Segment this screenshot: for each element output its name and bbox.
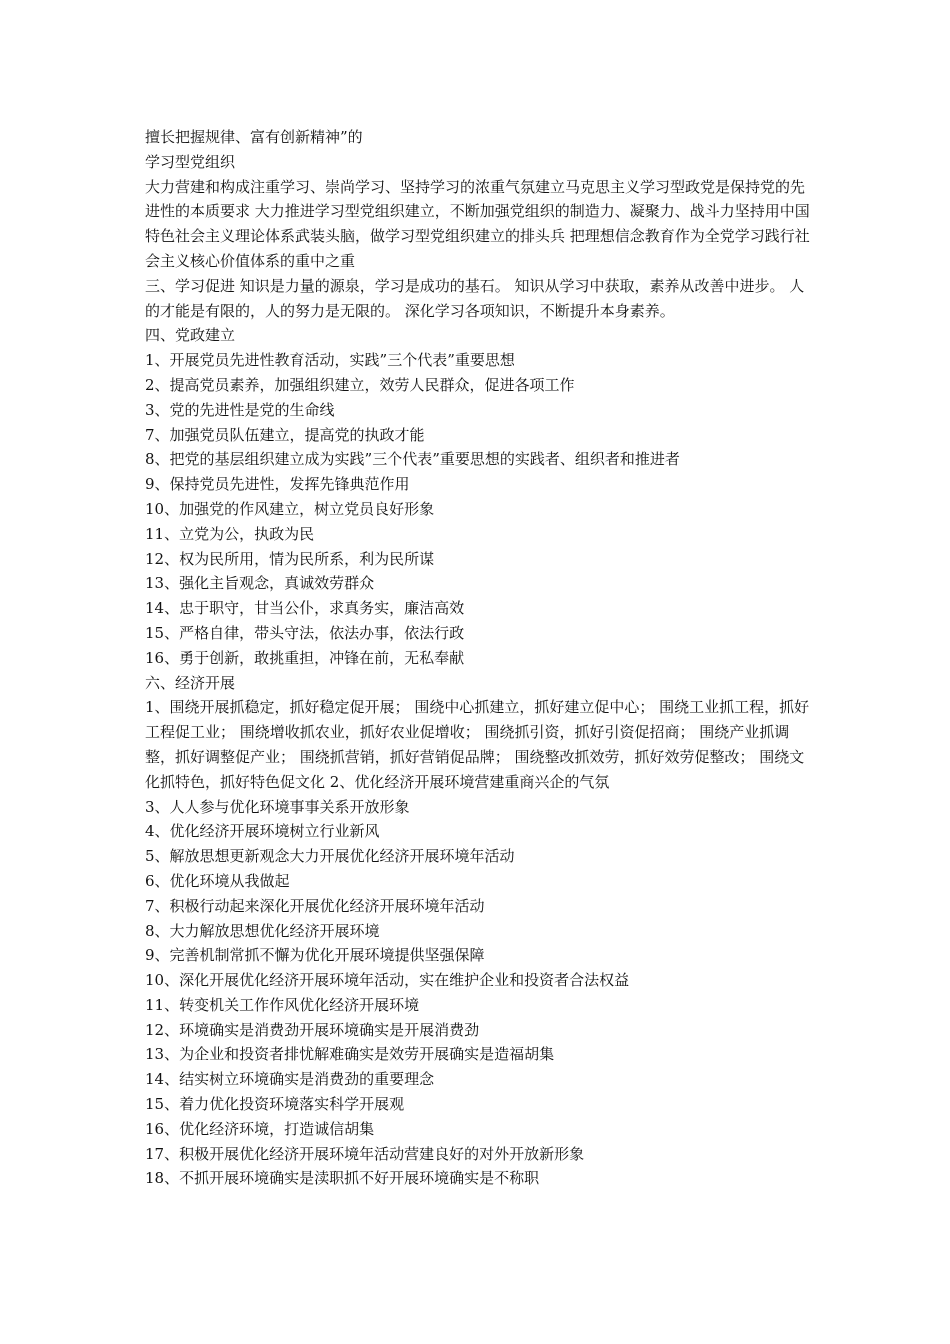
list-item: 4、优化经济开展环境树立行业新风 (145, 822, 380, 841)
text-line: 学习型党组织 (145, 152, 236, 171)
list-item: 3、人人参与优化环境事事关系开放形象 (145, 797, 410, 816)
list-item: 8、大力解放思想优化经济开展环境 (145, 921, 380, 940)
list-item: 10、加强党的作风建立，树立党员良好形象 (145, 499, 435, 518)
list-item: 6、优化环境从我做起 (145, 871, 290, 890)
list-item: 10、深化开展优化经济开展环境年活动，实在维护企业和投资者合法权益 (145, 971, 630, 990)
section-heading: 四、党政建立 (145, 326, 236, 345)
list-item: 15、着力优化投资环境落实科学开展观 (145, 1095, 405, 1114)
list-item: 7、加强党员队伍建立，提高党的执政才能 (145, 425, 425, 444)
list-item: 1、围绕开展抓稳定，抓好稳定促开展； 围绕中心抓建立，抓好建立促中心； 围绕工业抓工程，抓好工程促工业； 围绕增收抓农业，抓好农业促增收； 围绕抓引资，抓好引资促招商； 围绕产业抓调整，抓好调整促产业； 围绕抓营销，抓好营销促品牌； 围绕整改抓效劳，抓好效劳促整改； 围绕文化抓特色，抓好特色促文化 2、优化经济开展环境营建重商兴企的气氛 (145, 698, 810, 791)
list-item: 9、完善机制常抓不懈为优化开展环境提供坚强保障 (145, 946, 485, 965)
list-item: 5、解放思想更新观念大力开展优化经济开展环境年活动 (145, 847, 515, 866)
list-item: 11、转变机关工作作风优化经济开展环境 (145, 995, 420, 1014)
list-item: 17、积极开展优化经济开展环境年活动营建良好的对外开放新形象 (145, 1144, 585, 1163)
section-heading: 六、经济开展 (145, 673, 236, 692)
text-paragraph: 三、学习促进 知识是力量的源泉，学习是成功的基石。 知识从学习中获取，素养从改善中进步。 人的才能是有限的，人的努力是无限的。 深化学习各项知识，不断提升本身素养。 (145, 276, 805, 320)
list-item: 8、把党的基层组织建立成为实践”三个代表”重要思想的实践者、组织者和推进者 (145, 450, 680, 469)
list-item: 1、开展党员先进性教育活动，实践”三个代表”重要思想 (145, 351, 515, 370)
list-item: 16、勇于创新，敢挑重担，冲锋在前，无私奉献 (145, 648, 465, 667)
list-item: 7、积极行动起来深化开展优化经济开展环境年活动 (145, 896, 485, 915)
list-item: 14、结实树立环境确实是消费劲的重要理念 (145, 1070, 435, 1089)
list-item: 12、环境确实是消费劲开展环境确实是开展消费劲 (145, 1020, 480, 1039)
list-item: 3、党的先进性是党的生命线 (145, 400, 335, 419)
list-item: 14、忠于职守，甘当公仆，求真务实，廉洁高效 (145, 599, 465, 618)
list-item: 18、不抓开展环境确实是渎职抓不好开展环境确实是不称职 (145, 1169, 540, 1188)
list-item: 13、为企业和投资者排忧解难确实是效劳开展确实是造福胡集 (145, 1045, 555, 1064)
list-item: 16、优化经济环境，打造诚信胡集 (145, 1119, 375, 1138)
list-item: 13、强化主旨观念，真诚效劳群众 (145, 574, 375, 593)
list-item: 12、权为民所用，情为民所系，利为民所谋 (145, 549, 435, 568)
list-item: 9、保持党员先进性，发挥先锋典范作用 (145, 475, 410, 494)
document-body (145, 125, 815, 1191)
text-line: 擅长把握规律、富有创新精神”的 (145, 128, 363, 146)
list-item: 15、严格自律，带头守法，依法办事，依法行政 (145, 623, 465, 642)
text-paragraph: 大力营建和构成注重学习、崇尚学习、坚持学习的浓重气氛建立马克思主义学习型政党是保持党的先进性的本质要求 大力推进学习型党组织建立，不断加强党组织的制造力、凝聚力、战斗力坚持用中国特色社会主义理论体系武装头脑，做学习型党组织建立的排头兵 把理想信念教育作为全党学习践行社会主义核心价值体系的重中之重 (145, 177, 810, 270)
list-item: 2、提高党员素养，加强组织建立，效劳人民群众，促进各项工作 (145, 375, 575, 394)
list-item: 11、立党为公，执政为民 (145, 524, 315, 543)
